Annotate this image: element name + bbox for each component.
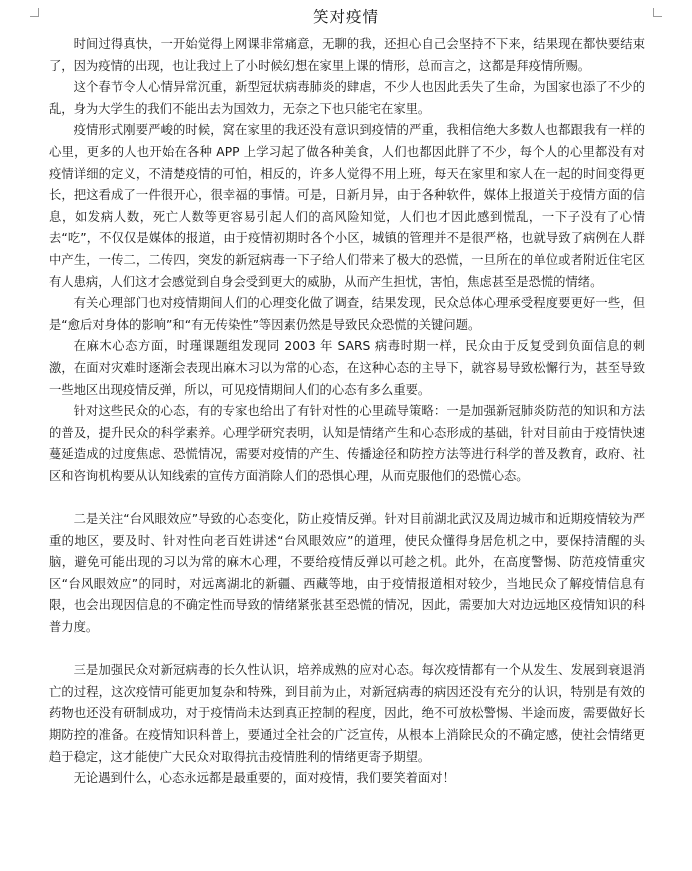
blank-line xyxy=(49,487,645,509)
document-body xyxy=(49,34,645,790)
paragraph-8: 三是加强民众对新冠病毒的长久性认识，培养成熟的应对心态。每次疫情都有一个从发生、发展到衰退消亡的过程，这次疫情可能更加复杂和特殊，到目前为止，对新冠病毒的病因还没有充分的认识，特别是有效的药物也还没有研制成功，对于疫情尚未达到真正控制的程度，因此，绝不可放松警惕、半途而废，需要做好长期防控的准备。在疫情知识科普上，要通过全社会的广泛宣传，从根本上消除民众的不确定感，使社会情绪更趋于稳定，这才能使广大民众对取得抗击疫情胜利的情绪更寄予期望。 xyxy=(49,663,645,764)
paragraph-7: 二是关注“台风眼效应”导致的心态变化，防止疫情反弹。针对目前湖北武汉及周边城市和近期疫情较为严重的地区，要及时、针对性向老百姓讲述“台风眼效应”的道理，使民众懂得身居危机之中，要保持清醒的头脑，避免可能出现的习以为常的麻木心理，不要给疫情反弹以可趁之机。此外，在高度警惕、防范疫情重灾区“台风眼效应”的同时，对远离湖北的新疆、西藏等地，由于疫情报道相对较少，当地民众了解疫情信息有限，也会出现因信息的不确定性而导致的情绪紧张甚至恐慌的情况，因此，需要加大对边远地区疫情知识的科普力度。 xyxy=(49,512,645,635)
paragraph-9: 无论遇到什么，心态永远都是最重要的，面对疫情，我们要笑着面对！ xyxy=(73,771,455,786)
paragraph-4: 有关心理部门也对疫情期间人们的心理变化做了调查，结果发现，民众总体心理承受程度要更好一些，但是“愈后对身体的影响”和“有无传染性”等因素仍然是导致民众恐慌的关键问题。 xyxy=(49,296,645,332)
document-title: 笑对疫情 xyxy=(312,8,379,26)
paragraph-5: 在麻木心态方面，时瑾课题组发现同 2003 年 SARS 病毒时期一样，民众由于反复受到负面信息的刺激，在面对灾难时逐渐会表现出麻木习以为常的心态，在这种心态的主导下，就容易导致松懈行为，甚至导致一些地区出现疫情反弹，所以，可见疫情期间人们的心态有多么重要。 xyxy=(49,339,645,397)
paragraph-3: 疫情形式刚要严峻的时候，窝在家里的我还没有意识到疫情的严重，我相信绝大多数人也都跟我有一样的心里，更多的人也开始在各种 APP 上学习起了做各种美食，人们也都因此胖了不少，每个人的心里都没有对疫情详细的定义，不清楚疫情的可怕，相反的，许多人觉得不用上班，每天在家里和家人在一起的时间变得更长，把这看成了一件很开心，很幸福的事情。可是，日新月异，由于各种软件，媒体上报道关于疫情方面的信息，如发病人数，死亡人数等更容易引起人们的高风险知觉，人们也才因此感到慌乱，一下子没有了心情去“吃”，不仅仅是媒体的报道，由于疫情初期时各个小区，城镇的管理并不是很严格，也就导致了病例在人群中产生，一传二，二传四，突发的新冠病毒一下子给人们带来了极大的恐慌，一旦所在的单位或者附近住宅区有人患病，人们这才会感觉到自身会受到更大的威胁，从而产生担忧，害怕，焦虑甚至是恐慌的情绪。 xyxy=(49,123,645,289)
paragraph-6: 针对这些民众的心态，有的专家也给出了有针对性的心里疏导策略：一是加强新冠肺炎防范的知识和方法的普及，提升民众的科学素养。心理学研究表明，认知是情绪产生和心态形成的基础，针对目前由于疫情快速蔓延造成的过度焦虑、恐慌情况，需要对疫情的产生、传播途径和防控方法等进行科学的普及教育，政府、社区和咨询机构要从认知线索的宣传方面消除人们的恐惧心理，从而克服他们的恐慌心态。 xyxy=(49,404,645,483)
blank-line xyxy=(49,639,645,661)
paragraph-1: 时间过得真快，一开始觉得上网课非常痛意，无聊的我，还担心自己会坚持不下来，结果现在都快要结束了，因为疫情的出现，也让我过上了小时候幻想在家里上课的情形，总而言之，这都是拜疫情所赐。 xyxy=(49,37,645,73)
paragraph-2: 这个春节令人心情异常沉重，新型冠状病毒肺炎的肆虐，不少人也因此丢失了生命，为国家也添了不少的乱，身为大学生的我们不能出去为国效力，无奈之下也只能宅在家里。 xyxy=(49,80,645,116)
